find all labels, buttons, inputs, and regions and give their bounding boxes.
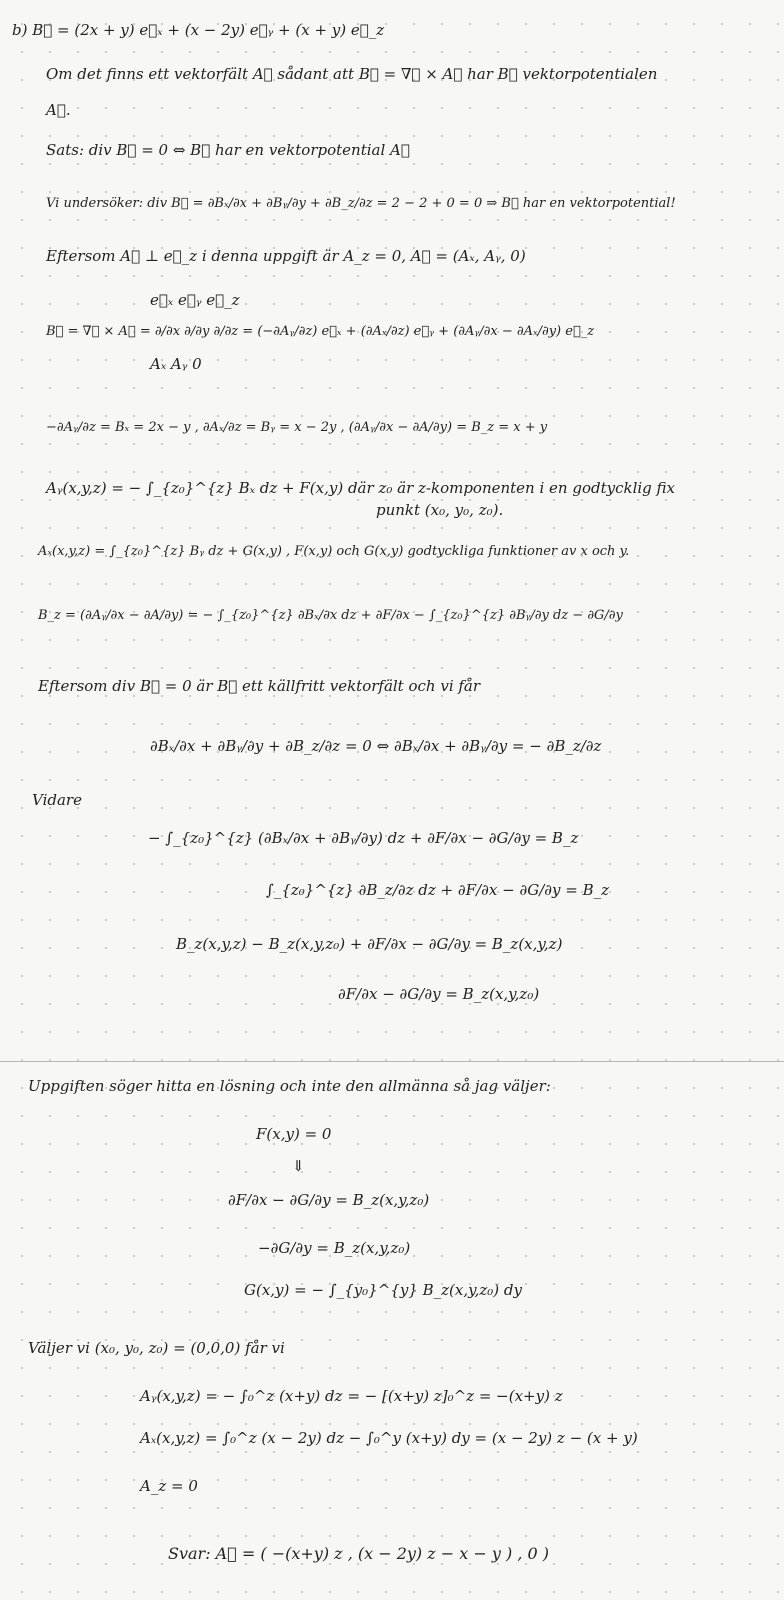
note-line: F(x,y) = 0 xyxy=(256,1125,332,1143)
note-line: Aₓ(x,y,z) = ∫₀^z (x − 2y) dz − ∫₀^y (x+y) dy = (x − 2y) z − (x + y) xyxy=(140,1429,638,1447)
note-line: Aₓ(x,y,z) = ∫_{z₀}^{z} Bᵧ dz + G(x,y) , F(x,y) och G(x,y) godtyckliga funktioner av x och y. xyxy=(38,544,630,559)
note-line: ∫_{z₀}^{z} ∂B_z/∂z dz + ∂F/∂x − ∂G/∂y = B_z xyxy=(266,881,610,899)
note-line: Vidare xyxy=(32,791,82,809)
answer-line: Svar: A⃗ = ( −(x+y) z , (x − 2y) z − x − y ) , 0 ) xyxy=(168,1544,549,1563)
note-line: B_z(x,y,z) − B_z(x,y,z₀) + ∂F/∂x − ∂G/∂y = B_z(x,y,z) xyxy=(176,935,563,953)
note-line: ⇓ xyxy=(292,1157,305,1175)
note-line: Aᵧ(x,y,z) = − ∫₀^z (x+y) dz = − [(x+y) z]₀^z = −(x+y) z xyxy=(140,1387,563,1405)
note-line: ∂F/∂x − ∂G/∂y = B_z(x,y,z₀) xyxy=(338,985,540,1003)
note-line: − ∫_{z₀}^{z} (∂Bₓ/∂x + ∂Bᵧ/∂y) dz + ∂F/∂x − ∂G/∂y = B_z xyxy=(148,829,579,847)
note-line: punkt (x₀, y₀, z₀). xyxy=(376,501,504,519)
note-line: A⃗. xyxy=(46,101,71,119)
note-line: ∂F/∂x − ∂G/∂y = B_z(x,y,z₀) xyxy=(228,1191,430,1209)
determinant-row: e⃗ₓ e⃗ᵧ e⃗_z xyxy=(150,291,240,309)
note-line: A_z = 0 xyxy=(140,1477,198,1495)
note-line: Eftersom div B⃗ = 0 är B⃗ ett källfritt vektorfält och vi får xyxy=(38,677,481,695)
note-line: −∂Aᵧ/∂z = Bₓ = 2x − y , ∂Aₓ/∂z = Bᵧ = x − 2y , (∂Aᵧ/∂x − ∂A/∂y) = B_z = x + y xyxy=(46,420,548,435)
note-line: B_z = (∂Aᵧ/∂x − ∂A/∂y) = − ∫_{z₀}^{z} ∂Bₓ/∂x dz + ∂F/∂x − ∫_{z₀}^{z} ∂Bᵧ/∂y dz − ∂G/∂y xyxy=(38,608,623,623)
note-line: Om det finns ett vektorfält A⃗ sådant att B⃗ = ∇⃗ × A⃗ har B⃗ vektorpotentialen xyxy=(46,65,658,83)
note-line: Aᵧ(x,y,z) = − ∫_{z₀}^{z} Bₓ dz + F(x,y) där z₀ är z-komponenten i en godtycklig fix xyxy=(46,479,676,497)
note-line: Sats: div B⃗ = 0 ⇔ B⃗ har en vektorpotential A⃗ xyxy=(46,141,410,159)
note-line: Väljer vi (x₀, y₀, z₀) = (0,0,0) får vi xyxy=(28,1339,285,1357)
determinant-row: B⃗ = ∇⃗ × A⃗ = ∂/∂x ∂/∂y ∂/∂z = (−∂Aᵧ/∂z) e⃗ₓ + (∂Aₓ/∂z) e⃗ᵧ + (∂Aᵧ/∂x − ∂Aₓ/∂y) e⃗_z xyxy=(46,324,595,339)
note-line: Uppgiften söger hitta en lösning och inte den allmänna så jag väljer: xyxy=(28,1077,551,1095)
note-line: b) B⃗ = (2x + y) e⃗ₓ + (x − 2y) e⃗ᵧ + (x + y) e⃗_z xyxy=(12,21,385,39)
note-line: −∂G/∂y = B_z(x,y,z₀) xyxy=(258,1239,411,1257)
note-line: Vi undersöker: div B⃗ = ∂Bₓ/∂x + ∂Bᵧ/∂y + ∂B_z/∂z = 2 − 2 + 0 = 0 ⇒ B⃗ har en vektorpotential! xyxy=(46,196,676,211)
note-line: G(x,y) = − ∫_{y₀}^{y} B_z(x,y,z₀) dy xyxy=(244,1281,522,1299)
determinant-row: Aₓ Aᵧ 0 xyxy=(150,355,202,373)
section-divider xyxy=(0,1061,784,1062)
note-line: ∂Bₓ/∂x + ∂Bᵧ/∂y + ∂B_z/∂z = 0 ⇔ ∂Bₓ/∂x + ∂Bᵧ/∂y = − ∂B_z/∂z xyxy=(150,737,602,755)
note-line: Eftersom A⃗ ⊥ e⃗_z i denna uppgift är A_z = 0, A⃗ = (Aₓ, Aᵧ, 0) xyxy=(46,247,526,265)
